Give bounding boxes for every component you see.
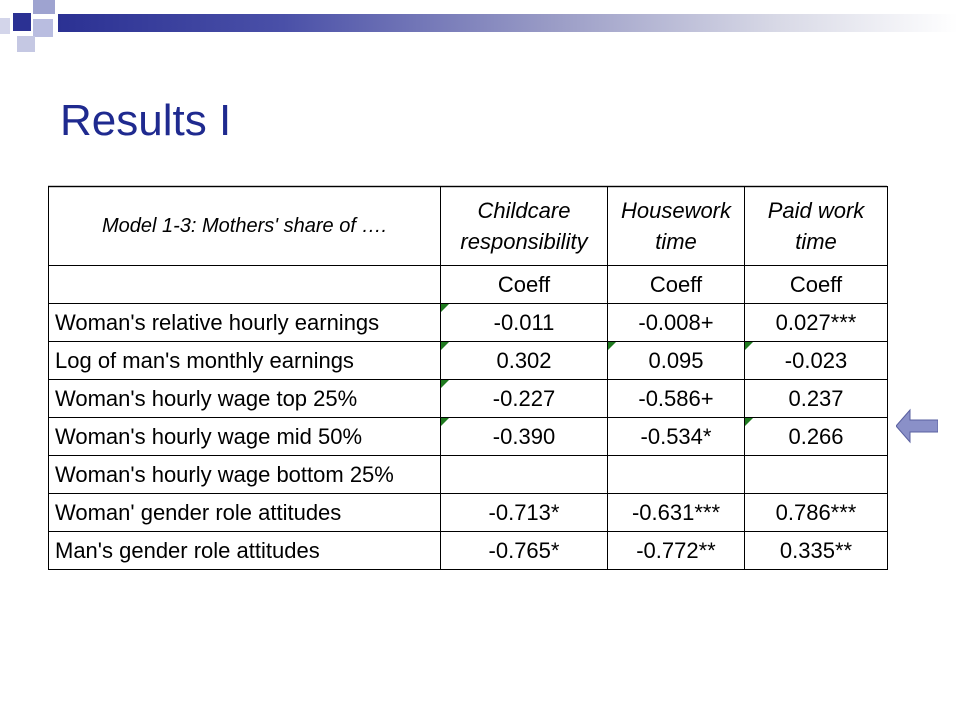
cell-value: 0.237 bbox=[745, 380, 888, 418]
column-header-childcare: Childcare responsibility bbox=[441, 187, 608, 266]
table-header-row bbox=[49, 187, 888, 266]
model-label: Model 1-3: Mothers' share of …. bbox=[49, 187, 441, 266]
subheader-coeff: Coeff bbox=[441, 266, 608, 304]
row-label: Log of man's monthly earnings bbox=[49, 342, 441, 380]
table-row bbox=[49, 494, 888, 532]
subheader-coeff: Coeff bbox=[608, 266, 745, 304]
decor-square-2 bbox=[33, 0, 55, 14]
back-arrow-icon[interactable] bbox=[896, 408, 938, 444]
table-row bbox=[49, 456, 888, 494]
cell-value: -0.772** bbox=[608, 532, 745, 570]
cell-value bbox=[745, 456, 888, 494]
subheader-coeff: Coeff bbox=[745, 266, 888, 304]
results-table-wrapper bbox=[48, 186, 888, 570]
comment-marker-icon bbox=[608, 342, 616, 350]
comment-marker-icon bbox=[441, 380, 449, 388]
cell-value: 0.266 bbox=[745, 418, 888, 456]
row-label: Woman's hourly wage mid 50% bbox=[49, 418, 441, 456]
decor-square-5 bbox=[0, 18, 10, 34]
column-header-paidwork: Paid work time bbox=[745, 187, 888, 266]
comment-marker-icon bbox=[745, 342, 753, 350]
table-row bbox=[49, 380, 888, 418]
cell-value: -0.713* bbox=[441, 494, 608, 532]
slide-title: Results I bbox=[60, 96, 232, 145]
subheader-blank bbox=[49, 266, 441, 304]
cell-value bbox=[608, 456, 745, 494]
table-row bbox=[49, 418, 888, 456]
row-label: Woman's relative hourly earnings bbox=[49, 304, 441, 342]
subheader-row bbox=[49, 266, 888, 304]
decor-square-4 bbox=[17, 36, 35, 52]
cell-value: -0.631*** bbox=[608, 494, 745, 532]
cell-value bbox=[441, 456, 608, 494]
table-row bbox=[49, 532, 888, 570]
cell-value: -0.023 bbox=[745, 342, 888, 380]
decor-square-3 bbox=[33, 19, 53, 37]
comment-marker-icon bbox=[441, 304, 449, 312]
cell-value: -0.534* bbox=[608, 418, 745, 456]
cell-value: -0.227 bbox=[441, 380, 608, 418]
cell-value: 0.027*** bbox=[745, 304, 888, 342]
cell-value: 0.335** bbox=[745, 532, 888, 570]
cell-value: -0.586+ bbox=[608, 380, 745, 418]
header-gradient-bar bbox=[58, 14, 958, 32]
comment-marker-icon bbox=[745, 418, 753, 426]
cell-value: -0.011 bbox=[441, 304, 608, 342]
decor-square-1 bbox=[13, 13, 31, 31]
cell-value: -0.390 bbox=[441, 418, 608, 456]
table-row bbox=[49, 342, 888, 380]
row-label: Man's gender role attitudes bbox=[49, 532, 441, 570]
cell-value: -0.008+ bbox=[608, 304, 745, 342]
row-label: Woman's hourly wage bottom 25% bbox=[49, 456, 441, 494]
cell-value: 0.095 bbox=[608, 342, 745, 380]
cell-value: 0.302 bbox=[441, 342, 608, 380]
row-label: Woman' gender role attitudes bbox=[49, 494, 441, 532]
results-table bbox=[48, 186, 888, 570]
table-row bbox=[49, 304, 888, 342]
cell-value: -0.765* bbox=[441, 532, 608, 570]
row-label: Woman's hourly wage top 25% bbox=[49, 380, 441, 418]
cell-value: 0.786*** bbox=[745, 494, 888, 532]
comment-marker-icon bbox=[441, 342, 449, 350]
column-header-housework: Housework time bbox=[608, 187, 745, 266]
comment-marker-icon bbox=[441, 418, 449, 426]
